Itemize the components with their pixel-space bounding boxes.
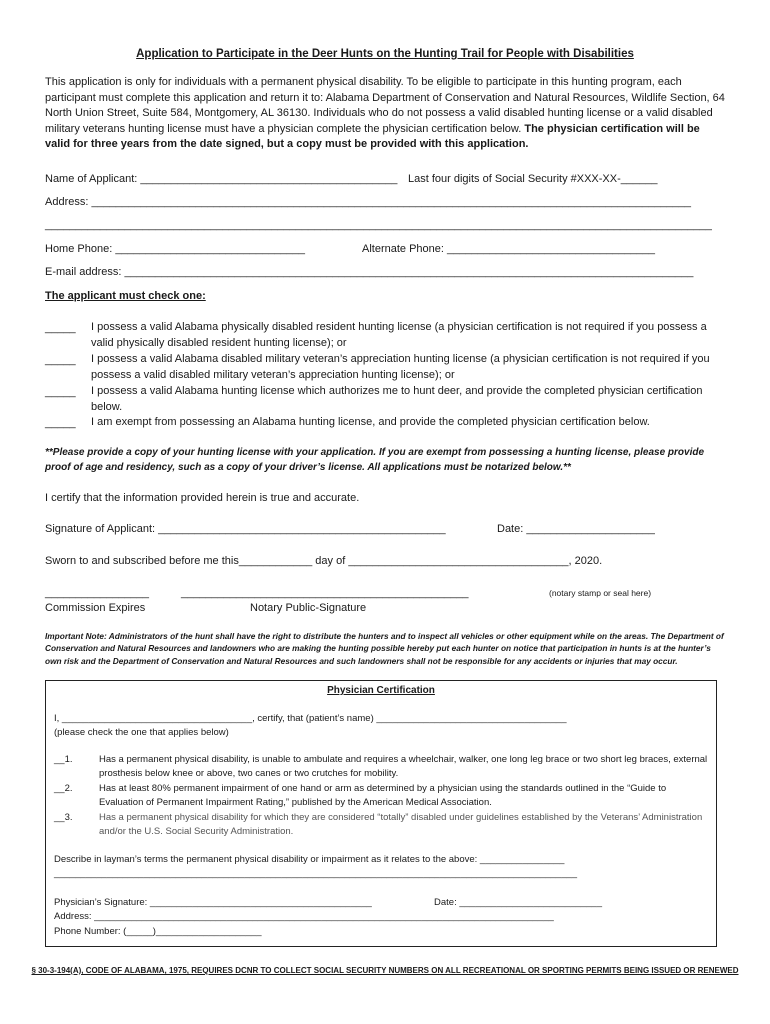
option-2-checkbox[interactable]: _____	[45, 354, 76, 366]
physician-certification-title: Physician Certification	[327, 685, 435, 696]
ssn-field[interactable]: Last four digits of Social Security #XXX-XX-______	[408, 173, 658, 185]
notary-stamp-label: (notary stamp or seal here)	[549, 588, 652, 598]
option-3-text: I possess a valid Alabama hunting license which authorizes me to hunt deer, and provide the completed physician certification below.	[91, 385, 703, 413]
physician-signature-field[interactable]: Physician’s Signature: __________________________________________	[54, 897, 372, 908]
disability-description-field[interactable]: Describe in layman’s terms the permanent physical disability or impairment as it relates to the above: ________________	[54, 854, 565, 865]
option-2-text: I possess a valid Alabama disabled military veteran’s appreciation hunting license (a physician certification is not required if you possess a valid disabled military veteran’s appreciation hunting license); or	[91, 353, 710, 381]
option-4-checkbox[interactable]: _____	[45, 417, 76, 429]
physician-address-field[interactable]: Address: _______________________________________________________________________________________	[54, 911, 554, 922]
disability-description-line[interactable]: ___________________________________________________________________________________________________	[54, 868, 578, 879]
option-4-text: I am exempt from possessing an Alabama hunting license, and provide the completed physician certification below.	[91, 416, 650, 428]
physician-item-3-text: Has a permanent physical disability for which they are considered “totally” disabled under guidelines established by the Veterans’ Administration and/or the U.S. Social Security Administration.	[99, 812, 703, 838]
applicant-signature-field[interactable]: Signature of Applicant: _______________________________________________	[45, 523, 446, 535]
notary-signature-line[interactable]: _______________________________________________	[181, 587, 469, 599]
address-line-2[interactable]: _____________________________________________________________________________________________________________	[45, 219, 712, 231]
license-copy-note: **Please provide a copy of your hunting license with your application. If you are exempt from possessing a hunting license, please provide proof of age and residency, such as a copy of your driver’s license. All applications must be notarized below.**	[45, 447, 705, 473]
email-field[interactable]: E-mail address: _____________________________________________________________________________________________	[45, 266, 694, 278]
certify-statement: I certify that the information provided herein is true and accurate.	[45, 492, 360, 504]
address-field[interactable]: Address: __________________________________________________________________________________________________	[45, 196, 691, 208]
physician-item-2-text: Has at least 80% permanent impairment of one hand or arm as determined by a physician using the standards outlined in the “Guide to Evaluation of Permanent Impairment Rating,” published by the American Medical Association.	[99, 783, 667, 809]
intro-bold-text: The physician certification will be valid for three years from the date signed, but a copy must be provided with this application.	[45, 122, 700, 151]
notary-signature-label: Notary Public-Signature	[250, 602, 367, 614]
applicant-date-field[interactable]: Date: _____________________	[497, 523, 655, 535]
physician-item-1-text: Has a permanent physical disability, is unable to ambulate and requires a wheelchair, walker, one long leg brace or two short leg braces, external prosthesis below knee or above, two canes or two crutches for mobility.	[99, 754, 708, 780]
option-1-text: I possess a valid Alabama physically disabled resident hunting license (a physician certification is not required if you possess a valid physically disabled resident hunting license); or	[91, 321, 707, 349]
sworn-statement-field[interactable]: Sworn to and subscribed before me this____________ day of ____________________________________, 2020.	[45, 555, 603, 567]
physician-check-instruction: (please check the one that applies below)	[54, 727, 229, 738]
intro-text: This application is only for individuals with a permanent physical disability. To be eligible to participate in this hunting program, each participant must complete this application and return it to: Alabama Department of Conservation and Natural Resources, Wildlife Section, 64 North Union Street, Suite 584, Montgomery, AL 36130. Individuals who do not possess a valid disabled hunting license or a valid disabled military veterans hunting license must have a physician complete the physician certification below.	[45, 76, 725, 135]
physician-certification-box	[45, 680, 717, 947]
physician-date-field[interactable]: Date: ___________________________	[434, 897, 602, 908]
alternate-phone-field[interactable]: Alternate Phone: __________________________________	[362, 243, 656, 255]
commission-expires-label: Commission Expires	[45, 602, 146, 614]
legal-footer: § 30-3-194(A), CODE OF ALABAMA, 1975, REQUIRES DCNR TO COLLECT SOCIAL SECURITY NUMBERS ON ALL RECREATIONAL OR SPORTING PERMITS BEING ISSUED OR RENEWED	[31, 966, 739, 975]
physician-item-1-checkbox[interactable]: __1.	[54, 754, 73, 765]
applicant-name-field[interactable]: Name of Applicant: __________________________________________	[45, 173, 398, 185]
intro-paragraph	[45, 75, 725, 153]
check-one-heading: The applicant must check one:	[45, 290, 206, 302]
important-note: Important Note: Administrators of the hunt shall have the right to distribute the hunters and to inspect all vehicles or other equipment while on the areas. The Department of Conservation and Natural Resources and landowners who are making the hunting possible hereby put each hunter on notice that participation in hunts is at the hunter’s own risk and the Department of Conservation and Natural Resources and such landowners shall not be responsible for any accidents or injuries that may occur.	[45, 631, 724, 666]
commission-expires-line[interactable]: _________________	[45, 587, 150, 599]
home-phone-field[interactable]: Home Phone: _______________________________	[45, 243, 305, 255]
physician-phone-field[interactable]: Phone Number: (_____)____________________	[54, 926, 262, 937]
physician-item-2-checkbox[interactable]: __2.	[54, 783, 73, 794]
option-1-checkbox[interactable]: _____	[45, 322, 76, 334]
form-title: Application to Participate in the Deer Hunts on the Hunting Trail for People with Disabilities	[136, 48, 634, 60]
physician-item-3-checkbox[interactable]: __3.	[54, 812, 73, 823]
option-3-checkbox[interactable]: _____	[45, 386, 76, 398]
physician-certify-line[interactable]: I, ____________________________________, certify, that (patient’s name) ____________________________________	[54, 713, 567, 724]
